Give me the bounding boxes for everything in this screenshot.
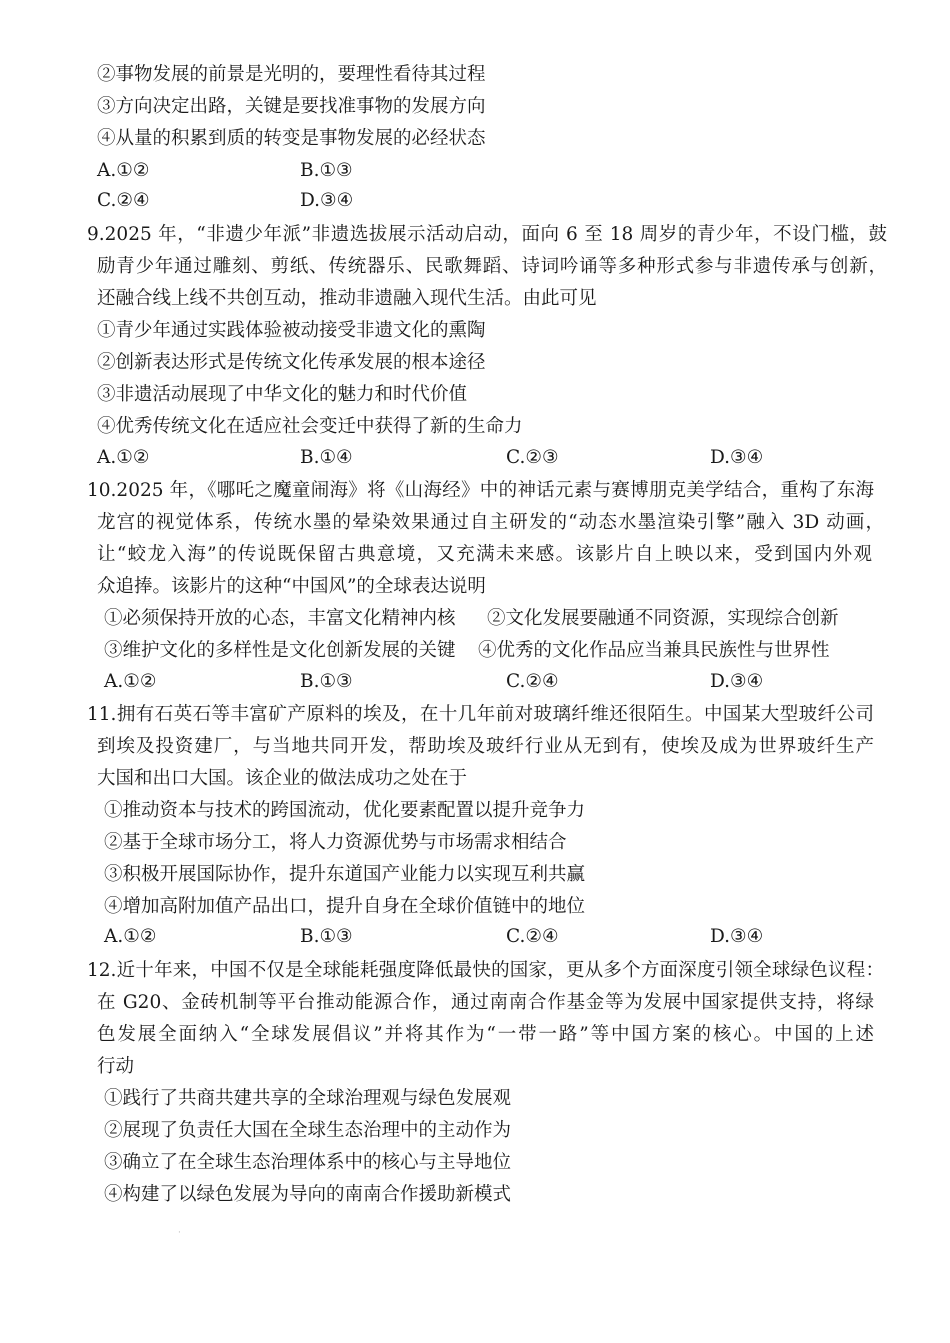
q10-item-4: ④优秀的文化作品应当兼具民族性与世界性 [478,640,830,661]
q11-stem-line-2: 到埃及投资建厂，与当地共同开发，帮助埃及玻纤行业从无到有，使埃及成为世界玻纤生产 [97,736,874,757]
q8-item-4: ④从量的积累到质的转变是事物发展的必经状态 [97,128,486,149]
q12-item-3: ③确立了在全球生态治理体系中的核心与主导地位 [104,1152,512,1173]
q9-option-b: B.①④ [300,447,353,468]
q11-stem-line-1: 11.拥有石英石等丰富矿产原料的埃及，在十几年前对玻璃纤维还很陌生。中国某大型玻纤公司 [87,704,874,725]
q11-item-1: ①推动资本与技术的跨国流动，优化要素配置以提升竞争力 [104,800,586,821]
q10-item-2: ②文化发展要融通不同资源，实现综合创新 [487,608,839,629]
q10-stem-line-3: 让“蛟龙入海”的传说既保留古典意境，又充满未来感。该影片自上映以来，受到国内外观 [97,544,872,565]
q8-option-c: C.②④ [97,190,150,211]
q8-option-b: B.①③ [300,160,353,181]
q12-item-1: ①践行了共商共建共享的全球治理观与绿色发展观 [104,1088,512,1109]
q11-option-d: D.③④ [710,926,764,947]
q10-option-d: D.③④ [710,671,764,692]
q8-item-2: ②事物发展的前景是光明的，要理性看待其过程 [97,64,486,85]
q9-item-2: ②创新表达形式是传统文化传承发展的根本途径 [97,352,486,373]
q11-option-a: A.①② [104,926,157,947]
scan-speck: · [178,1228,181,1238]
q9-option-d: D.③④ [710,447,764,468]
q11-option-c: C.②④ [506,926,559,947]
q12-stem-line-2: 在 G20、金砖机制等平台推动能源合作，通过南南合作基金等为发展中国家提供支持，将绿 [97,992,874,1013]
q12-stem-line-4: 行动 [97,1056,135,1077]
q9-stem-line-2: 励青少年通过雕刻、剪纸、传统器乐、民歌舞蹈、诗词吟诵等多种形式参与非遗传承与创新， [97,256,887,277]
q8-option-a: A.①② [97,160,150,181]
q11-stem-line-3: 大国和出口大国。该企业的做法成功之处在于 [97,768,468,789]
q8-item-3: ③方向决定出路，关键是要找准事物的发展方向 [97,96,486,117]
q12-stem-line-3: 色发展全面纳入“全球发展倡议”并将其作为“一带一路”等中国方案的核心。中国的上述 [97,1024,874,1045]
q9-option-a: A.①② [97,447,150,468]
q10-stem-line-1: 10.2025 年，《哪吒之魔童闹海》将《山海经》中的神话元素与赛博朋克美学结合，重构了东海 [87,480,874,501]
q10-option-a: A.①② [104,671,157,692]
q10-option-c: C.②④ [506,671,559,692]
q10-stem-line-2: 龙宫的视觉体系，传统水墨的晕染效果通过自主研发的“动态水墨渲染引擎”融入 3D 动画， [97,512,884,533]
q8-option-d: D.③④ [300,190,354,211]
q9-item-3: ③非遗活动展现了中华文化的魅力和时代价值 [97,384,468,405]
q9-item-4: ④优秀传统文化在适应社会变迁中获得了新的生命力 [97,416,523,437]
q12-item-2: ②展现了负责任大国在全球生态治理中的主动作为 [104,1120,512,1141]
q10-option-b: B.①③ [300,671,353,692]
q10-stem-line-4: 众追捧。该影片的这种“中国风”的全球表达说明 [97,576,486,597]
q9-stem-line-1: 9.2025 年，“非遗少年派”非遗选拔展示活动启动，面向 6 至 18 周岁的青少年，不设门槛，鼓 [87,224,887,245]
q10-item-3: ③维护文化的多样性是文化创新发展的关键 [104,640,456,661]
q11-item-4: ④增加高附加值产品出口，提升自身在全球价值链中的地位 [104,896,586,917]
q9-stem-line-3: 还融合线上线不共创互动，推动非遗融入现代生活。由此可见 [97,288,597,309]
q11-item-2: ②基于全球市场分工，将人力资源优势与市场需求相结合 [104,832,567,853]
q9-item-1: ①青少年通过实践体验被动接受非遗文化的熏陶 [97,320,486,341]
q11-item-3: ③积极开展国际协作，提升东道国产业能力以实现互利共赢 [104,864,586,885]
q11-option-b: B.①③ [300,926,353,947]
q12-item-4: ④构建了以绿色发展为导向的南南合作援助新模式 [104,1184,512,1205]
q10-item-1: ①必须保持开放的心态，丰富文化精神内核 [104,608,456,629]
q9-option-c: C.②③ [506,447,559,468]
q12-stem-line-1: 12.近十年来，中国不仅是全球能耗强度降低最快的国家，更从多个方面深度引领全球绿色议程： [87,960,884,981]
